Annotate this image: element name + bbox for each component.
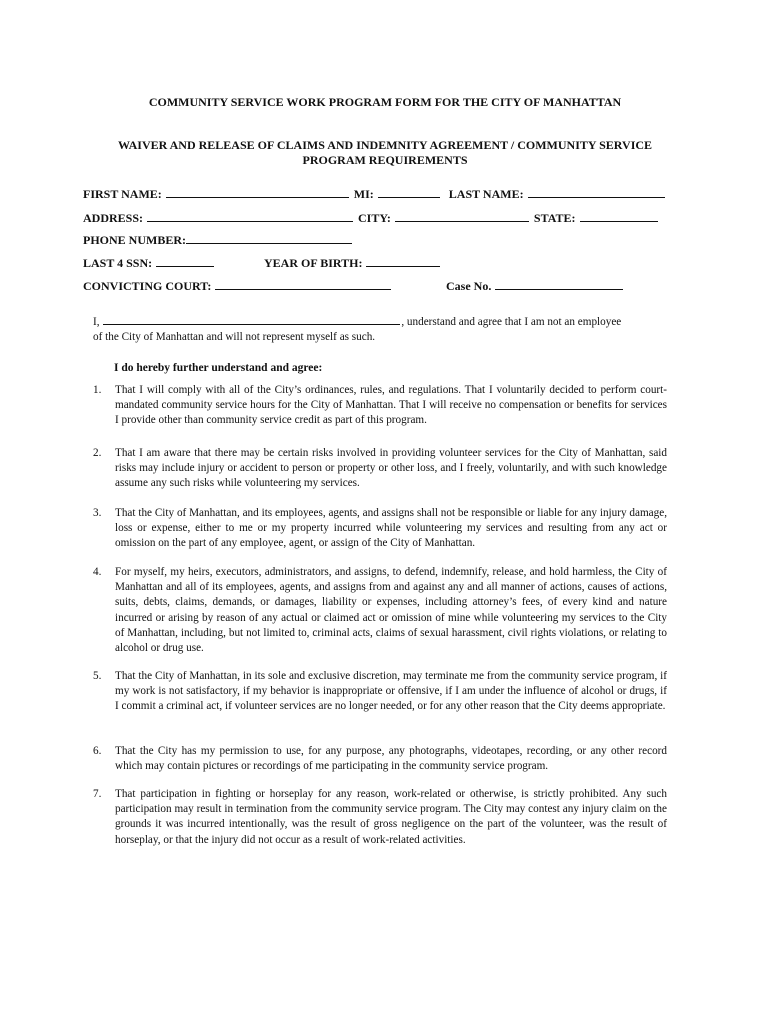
- item-number: 1.: [93, 384, 102, 396]
- item-text: For myself, my heirs, executors, administrators, and assigns, to defend, indemnify, release, and hold harmless, the City of Manhattan and all of its employees, agents, and assigns from and against any and all manner of actions, causes of actions, suits, debts, claims, demands, or damages, liability or expenses, including attorney’s fees, of every kind and nature incurred or arising by reason of any actual or claimed act or omission of mine while volunteering my services to the City of Manhattan, including, but not limited to, criminal acts, claims of sexual harassment, civil rights violations, or relating to alcohol or drug use.: [115, 566, 667, 655]
- intro-line-2: of the City of Manhattan and will not represent myself as such.: [93, 331, 376, 344]
- mi-label: MI:: [353, 187, 374, 201]
- item-number: 3.: [93, 507, 102, 519]
- case-row: [446, 277, 623, 294]
- subtitle-line-2: PROGRAM REQUIREMENTS: [302, 153, 468, 167]
- item-text: That I am aware that there may be certain risks involved in providing volunteer services for the City of Manhattan, said risks may include injury or accident to person or property or other loss, and I freely, voluntarily, and with such knowledge assume any such risks while volunteering my services.: [115, 447, 667, 490]
- address-field[interactable]: [147, 209, 353, 222]
- state-field[interactable]: [580, 209, 658, 222]
- list-item: [93, 787, 667, 848]
- city-field[interactable]: [395, 209, 529, 222]
- item-number: 6.: [93, 745, 102, 757]
- item-text: That the City of Manhattan, in its sole and exclusive discretion, may terminate me from the community service program, if my work is not satisfactory, if my behavior is inappropriate or offensive, if I am under the influence of alcohol or drugs, if I commit a criminal act, if volunteer services are no longer needed, or for any other reason that the City deems appropriate.: [115, 670, 667, 713]
- yob-field[interactable]: [366, 254, 440, 267]
- court-field[interactable]: [215, 277, 391, 290]
- item-text: That the City has my permission to use, for any purpose, any photographs, videotapes, recording, or any other record which may contain pictures or recordings of me participating in the community service program.: [115, 745, 667, 773]
- intro-prefix: I,: [93, 316, 100, 328]
- list-item: [93, 383, 667, 429]
- mi-field[interactable]: [378, 185, 440, 198]
- yob-row: [264, 254, 440, 271]
- address-row: [83, 209, 658, 226]
- phone-label: PHONE NUMBER:: [83, 233, 186, 247]
- subtitle-line-1: WAIVER AND RELEASE OF CLAIMS AND INDEMNITY AGREEMENT / COMMUNITY SERVICE: [117, 138, 653, 152]
- page-subtitle: [0, 138, 770, 168]
- ssn-field[interactable]: [156, 254, 214, 267]
- case-field[interactable]: [495, 277, 623, 290]
- page-title: COMMUNITY SERVICE WORK PROGRAM FORM FOR THE CITY OF MANHATTAN: [148, 95, 622, 109]
- list-item: [93, 565, 667, 656]
- agreement-heading: I do hereby further understand and agree:: [114, 362, 323, 374]
- court-label: CONVICTING COURT:: [83, 279, 212, 293]
- yob-label: YEAR OF BIRTH:: [264, 256, 363, 270]
- state-label: STATE:: [533, 211, 576, 225]
- last-name-field[interactable]: [528, 185, 665, 198]
- phone-row: [83, 231, 352, 248]
- item-text: That I will comply with all of the City’s ordinances, rules, and regulations. That I voluntarily decided to perform court-mandated community service hours for the City of Manhattan. That I will receive no compensation or benefits for services I provide other than community service credit as part of this program.: [115, 384, 667, 427]
- address-label: ADDRESS:: [83, 211, 144, 225]
- intro-line-1: [93, 313, 655, 330]
- last-name-label: LAST NAME:: [448, 187, 524, 201]
- intro-paragraph: [93, 313, 655, 345]
- city-label: CITY:: [358, 211, 391, 225]
- item-number: 2.: [93, 447, 102, 459]
- item-text: That participation in fighting or horseplay for any reason, work-related or otherwise, is strictly prohibited. Any such participation may result in termination from the community service program. The City may contest any injury claim on the grounds it was incurred intentionally, was the result of gross negligence on the part of the volunteer, was the result of horseplay, or that the injury did not occur as a result of work-related activities.: [115, 788, 667, 846]
- list-item: [93, 506, 667, 552]
- ssn-row: [83, 254, 214, 271]
- first-name-field[interactable]: [166, 185, 349, 198]
- name-row: [83, 185, 665, 202]
- ssn-label: LAST 4 SSN:: [83, 256, 153, 270]
- first-name-label: FIRST NAME:: [83, 187, 162, 201]
- item-text: That the City of Manhattan, and its employees, agents, and assigns shall not be responsible or liable for any injury damage, loss or expense, either to me or my property incurred while volunteering my services and resulting from any act or omission on the part of any employee, agent, or assign of the City of Manhattan.: [115, 507, 667, 550]
- item-number: 5.: [93, 670, 102, 682]
- list-item: [93, 669, 667, 715]
- phone-field[interactable]: [186, 231, 352, 244]
- list-item: [93, 446, 667, 492]
- case-label: Case No.: [446, 279, 492, 293]
- signer-name-field[interactable]: [103, 313, 400, 325]
- court-row: [83, 277, 391, 294]
- item-number: 4.: [93, 566, 102, 578]
- item-number: 7.: [93, 788, 102, 800]
- list-item: [93, 744, 667, 774]
- intro-suffix: , understand and agree that I am not an employee: [401, 316, 622, 328]
